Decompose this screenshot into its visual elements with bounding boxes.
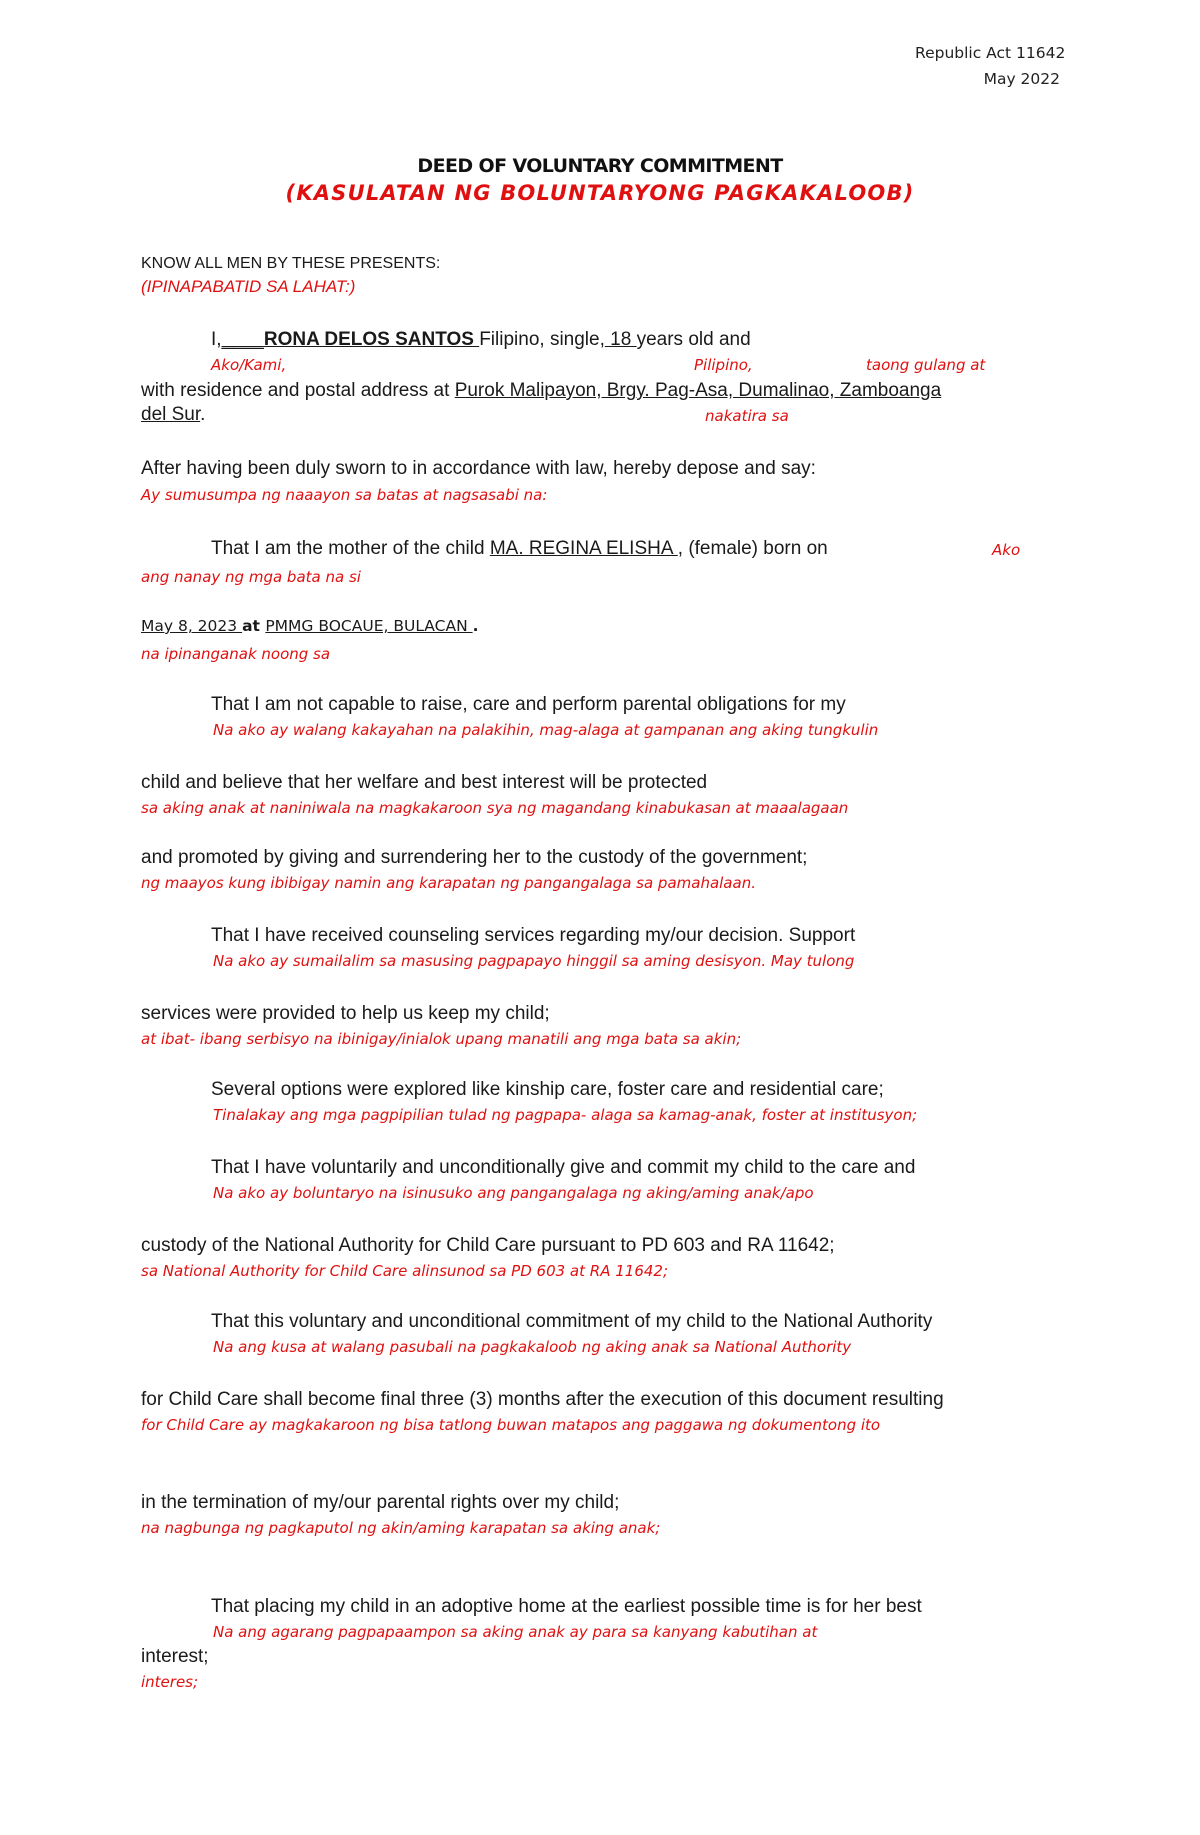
residence-line-2 [141, 404, 205, 426]
address-line-1: Purok Malipayon, Brgy. Pag-Asa, Dumalinao, Zamboanga [454, 380, 942, 401]
paragraph-text: in the termination of my/our parental rights over my child; [141, 1492, 620, 1513]
paragraph-text: services were provided to help us keep my child; [141, 1003, 550, 1024]
paragraph-text: That this voluntary and unconditional commitment of my child to the National Authority [211, 1311, 933, 1332]
paragraph-translation: sa aking anak at naniniwala na magkakaroon sya ng magandang kinabukasan at maaalagaan [141, 799, 849, 817]
birth-at: at [242, 617, 266, 635]
paragraph-text: and promoted by giving and surrendering her to the custody of the government; [141, 847, 808, 868]
paragraph-text: That I am not capable to raise, care and perform parental obligations for my [211, 694, 846, 715]
intro-text: KNOW ALL MEN BY THESE PRESENTS: [141, 255, 441, 272]
paragraph-text: That I have received counseling services regarding my/our decision. Support [211, 925, 856, 946]
paragraph-translation: Na ako ay sumailalim sa masusing pagpapayo hinggil sa aming desisyon. May tulong [213, 952, 855, 970]
declarant-age: 18 [604, 329, 637, 350]
paragraph-translation: interes; [141, 1673, 199, 1691]
paragraph-text: interest; [141, 1646, 209, 1667]
paragraph-text: for Child Care shall become final three (3) months after the execution of this document resulting [141, 1389, 944, 1410]
paragraph-text: Several options were explored like kinship care, foster care and residential care; [211, 1079, 884, 1100]
declarant-blank: ____ [221, 329, 264, 350]
declarant-line [211, 329, 751, 351]
paragraph-translation: for Child Care ay magkakaroon ng bisa tatlong buwan matapos ang paggawa ng dokumentong ito [141, 1416, 881, 1434]
paragraph-translation: Tinalakay ang mga pagpipilian tulad ng pagpapa- alaga sa kamag-anak, foster at institusyon; [213, 1106, 918, 1124]
residence-line [141, 380, 941, 402]
translation-pilipino: Pilipino, [694, 356, 753, 374]
mother-translation: ang nanay ng mga bata na si [141, 568, 361, 586]
paragraph-translation: ng maayos kung ibibigay namin ang karapatan ng pangangalaga sa pamahalaan. [141, 874, 756, 892]
mother-suffix: , (female) born on [677, 538, 828, 559]
birth-date: May 8, 2023 [141, 617, 243, 635]
translation-taong-gulang: taong gulang at [866, 356, 986, 374]
address-line-2: del Sur [141, 404, 201, 425]
paragraph-text: That placing my child in an adoptive home at the earliest possible time is for her best [211, 1596, 922, 1617]
paragraph-translation: Na ang kusa at walang pasubali na pagkakaloob ng aking anak sa National Authority [213, 1338, 852, 1356]
child-name: MA. REGINA ELISHA [489, 538, 678, 559]
paragraph-text: custody of the National Authority for Child Care pursuant to PD 603 and RA 11642; [141, 1235, 835, 1256]
page-title-translation: (KASULATAN NG BOLUNTARYONG PAGKAKALOOB) [285, 181, 915, 205]
declarant-mid1: Filipino, single, [479, 329, 605, 350]
birth-period: . [472, 617, 479, 635]
paragraph-translation: Na ang agarang pagpapaampon sa aking anak ay para sa kanyang kabutihan at [213, 1623, 818, 1641]
paragraph-translation: sa National Authority for Child Care alinsunod sa PD 603 at RA 11642; [141, 1262, 668, 1280]
paragraph-text: child and believe that her welfare and best interest will be protected [141, 772, 708, 793]
paragraph-text: That I have voluntarily and unconditionally give and commit my child to the care and [211, 1157, 916, 1178]
paragraph-translation: Na ako ay boluntaryo na isinusuko ang pangangalaga ng aking/aming anak/apo [213, 1184, 814, 1202]
address-period: . [200, 404, 206, 425]
sworn-text: After having been duly sworn to in accordance with law, hereby depose and say: [141, 458, 816, 479]
translation-nakatira: nakatira sa [705, 407, 789, 425]
mother-line [211, 538, 828, 560]
paragraph-translation: na nagbunga ng pagkaputol ng akin/aming karapatan sa aking anak; [141, 1519, 661, 1537]
birth-translation: na ipinanganak noong sa [141, 645, 331, 663]
birth-place: PMMG BOCAUE, BULACAN [265, 617, 473, 635]
birth-line [141, 617, 478, 635]
paragraph-translation: at ibat- ibang serbisyo na ibinigay/inialok upang manatili ang mga bata sa akin; [141, 1030, 742, 1048]
header-date: May 2022 [983, 70, 1060, 88]
sworn-translation: Ay sumusumpa ng naaayon sa batas at nagsasabi na: [141, 486, 548, 504]
intro-translation: (IPINAPABATID SA LAHAT:) [141, 277, 356, 296]
declarant-prefix: I, [211, 329, 222, 350]
header-act: Republic Act 11642 [915, 44, 1066, 62]
paragraph-translation: Na ako ay walang kakayahan na palakihin, mag-alaga at gampanan ang aking tungkulin [213, 721, 879, 739]
residence-prefix: with residence and postal address at [141, 380, 455, 401]
page-title: DEED OF VOLUNTARY COMMITMENT [417, 155, 783, 177]
translation-akokami: Ako/Kami, [211, 356, 287, 374]
mother-prefix: That I am the mother of the child [211, 538, 490, 559]
translation-ako: Ako [992, 541, 1021, 559]
declarant-mid2: years old and [636, 329, 751, 350]
declarant-name: RONA DELOS SANTOS [263, 329, 480, 350]
